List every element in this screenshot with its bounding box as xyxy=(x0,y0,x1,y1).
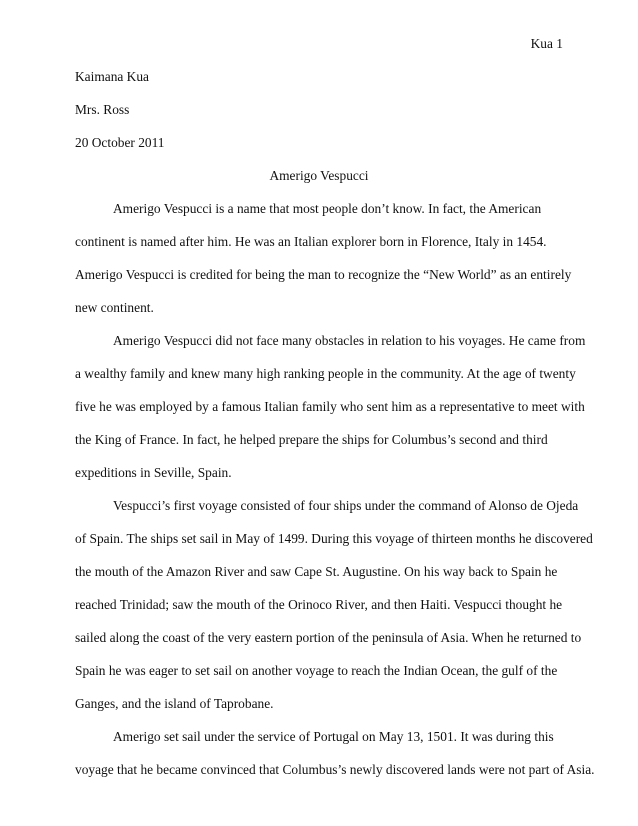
date-line: 20 October 2011 xyxy=(75,135,165,150)
body-line: Ganges, and the island of Taprobane. xyxy=(75,696,274,711)
body-line: continent is named after him. He was an Italian explorer born in Florence, Italy in 1454. xyxy=(75,234,547,249)
body-line: reached Trinidad; saw the mouth of the Orinoco River, and then Haiti. Vespucci thought he xyxy=(75,597,563,612)
body-line: new continent. xyxy=(75,300,154,315)
body-line: five he was employed by a famous Italian family who sent him as a representative to meet with xyxy=(75,399,585,414)
student-name: Kaimana Kua xyxy=(75,69,149,84)
body-line: Amerigo Vespucci is credited for being the man to recognize the “New World” as an entirely xyxy=(75,267,572,282)
instructor-name: Mrs. Ross xyxy=(75,102,130,117)
body-line: the King of France. In fact, he helped prepare the ships for Columbus’s second and third xyxy=(75,432,548,447)
body-line: voyage that he became convinced that Columbus’s newly discovered lands were not part of Asia. xyxy=(75,762,595,777)
body-line: a wealthy family and knew many high ranking people in the community. At the age of twenty xyxy=(75,366,576,381)
body-line: the mouth of the Amazon River and saw Cape St. Augustine. On his way back to Spain he xyxy=(75,564,558,579)
body-line: Amerigo Vespucci did not face many obstacles in relation to his voyages. He came from xyxy=(113,333,586,348)
body-line: expeditions in Seville, Spain. xyxy=(75,465,232,480)
running-head: Kua 1 xyxy=(530,36,563,51)
body-line: Amerigo Vespucci is a name that most people don’t know. In fact, the American xyxy=(113,201,542,216)
body-line: sailed along the coast of the very eastern portion of the peninsula of Asia. When he returned to xyxy=(75,630,582,645)
body-line: of Spain. The ships set sail in May of 1499. During this voyage of thirteen months he discovered xyxy=(75,531,593,546)
essay-title: Amerigo Vespucci xyxy=(269,168,369,183)
body-line: Vespucci’s first voyage consisted of four ships under the command of Alonso de Ojeda xyxy=(113,498,579,513)
body-line: Spain he was eager to set sail on another voyage to reach the Indian Ocean, the gulf of the xyxy=(75,663,558,678)
body-line: Amerigo set sail under the service of Portugal on May 13, 1501. It was during this xyxy=(113,729,554,744)
